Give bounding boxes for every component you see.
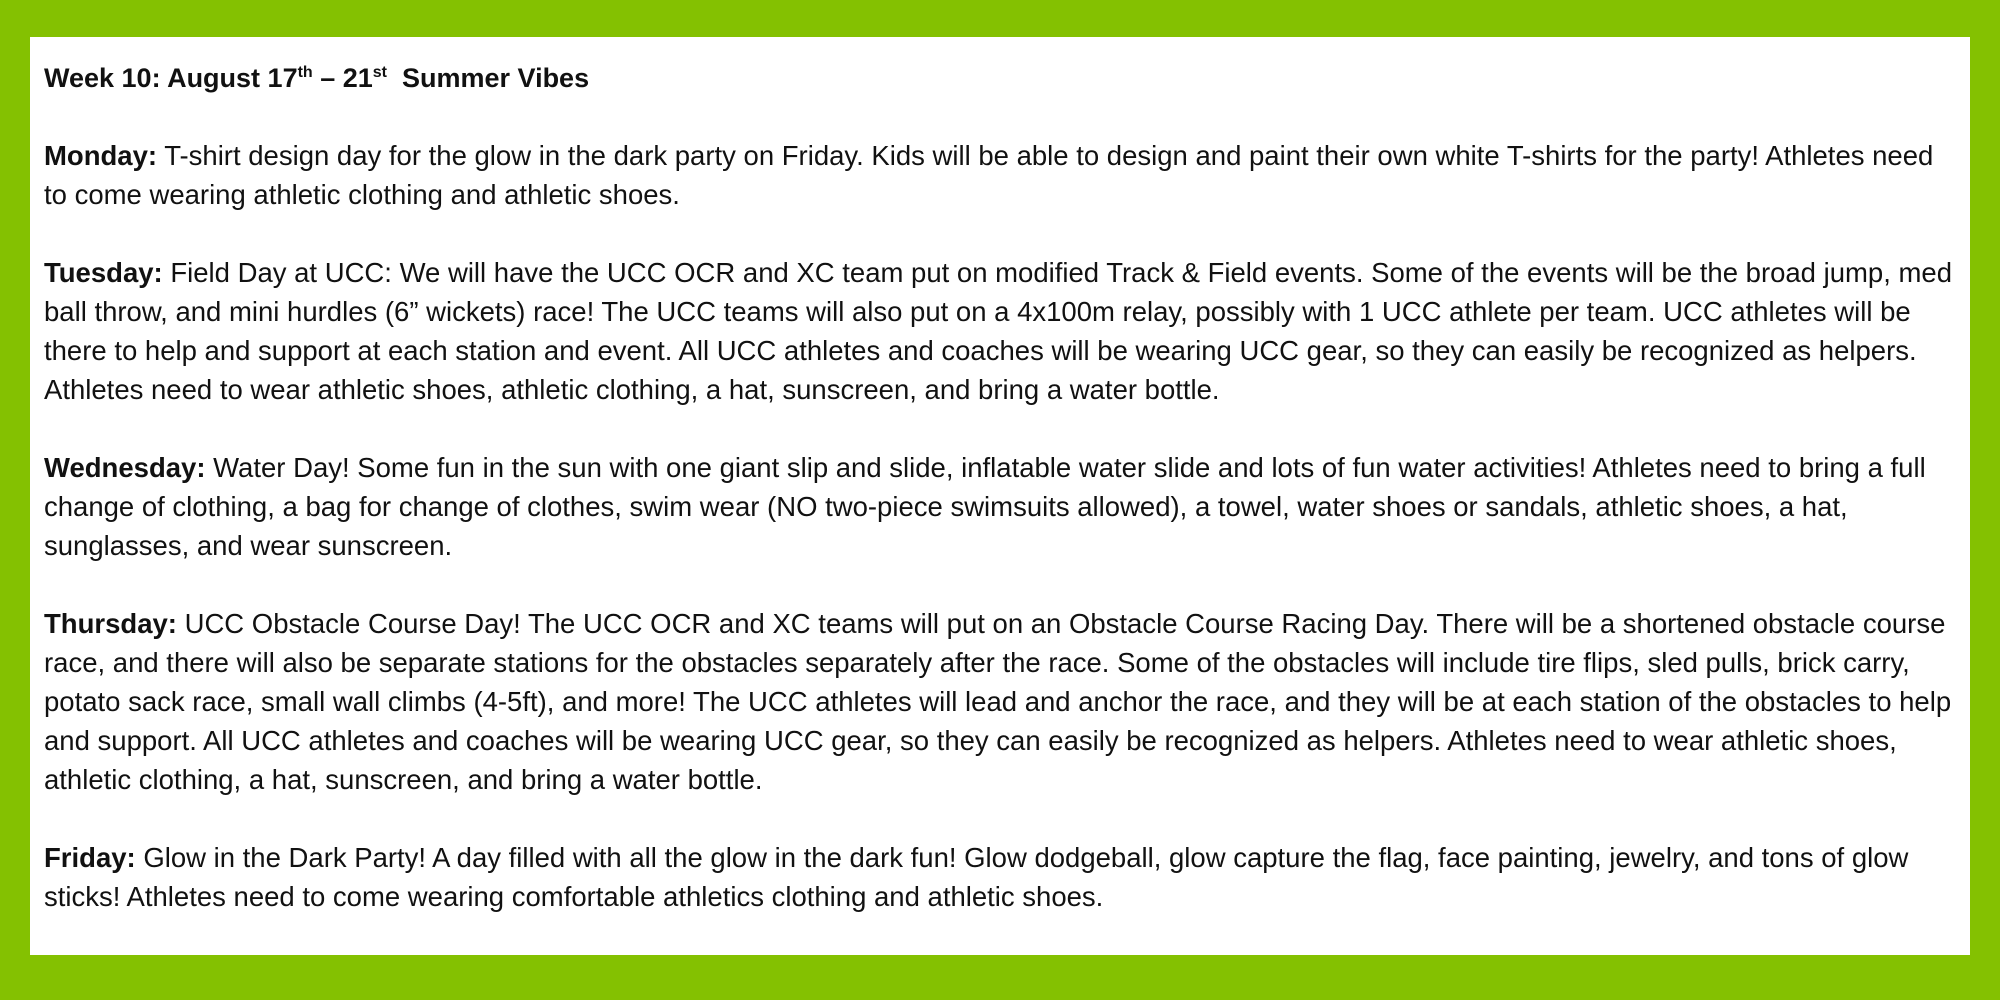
day-description: T-shirt design day for the glow in the dark party on Friday. Kids will be able to design and paint their own white T-shirts for the party! Athletes need to come wearing athletic clothing and athletic shoes.	[44, 140, 1934, 210]
day-label: Monday:	[44, 140, 158, 171]
day-label: Friday:	[44, 842, 136, 873]
day-wednesday	[44, 448, 1956, 565]
day-label: Tuesday:	[44, 257, 163, 288]
day-friday	[44, 838, 1956, 916]
date-range-end: – 21	[312, 63, 373, 93]
day-description: Field Day at UCC: We will have the UCC OCR and XC team put on modified Track & Field events. Some of the events will be the broad jump, med ball throw, and mini hurdles (6” wickets) race! The UCC teams will also put on a 4x100m relay, possibly with 1 UCC athlete per team. UCC athletes will be there to help and support at each station and event. All UCC athletes and coaches will be wearing UCC gear, so they can easily be recognized as helpers. Athletes need to wear athletic shoes, athletic clothing, a hat, sunscreen, and bring a water bottle.	[44, 257, 1953, 405]
day-tuesday	[44, 253, 1956, 409]
week-label: Week 10: August 17	[44, 63, 298, 93]
day-description: Glow in the Dark Party! A day filled with all the glow in the dark fun! Glow dodgeball, glow capture the flag, face painting, jewelry, and tons of glow sticks! Athletes need to come wearing comfortable athletics clothing and athletic shoes.	[44, 842, 1909, 912]
day-label: Thursday:	[44, 608, 177, 639]
day-thursday	[44, 604, 1956, 799]
day-label: Wednesday:	[44, 452, 206, 483]
ordinal-suffix-end: st	[372, 64, 387, 81]
week-title	[44, 59, 1956, 97]
ordinal-suffix-start: th	[297, 64, 313, 81]
day-description: Water Day! Some fun in the sun with one giant slip and slide, inflatable water slide and lots of fun water activities! Athletes need to bring a full change of clothing, a bag for change of clothes, swim wear (NO two-piece swimsuits allowed), a towel, water shoes or sandals, athletic shoes, a hat, sunglasses, and wear sunscreen.	[44, 452, 1926, 561]
week-theme: Summer Vibes	[387, 63, 590, 93]
day-description: UCC Obstacle Course Day! The UCC OCR and XC teams will put on an Obstacle Course Racing Day. There will be a shortened obstacle course race, and there will also be separate stations for the obstacles separately after the race. Some of the obstacles will include tire flips, sled pulls, brick carry, potato sack race, small wall climbs (4-5ft), and more! The UCC athletes will lead and anchor the race, and they will be at each station of the obstacles to help and support. All UCC athletes and coaches will be wearing UCC gear, so they can easily be recognized as helpers. Athletes need to wear athletic shoes, athletic clothing, a hat, sunscreen, and bring a water bottle.	[44, 608, 1952, 795]
document-panel	[30, 37, 1970, 955]
day-monday	[44, 136, 1956, 214]
